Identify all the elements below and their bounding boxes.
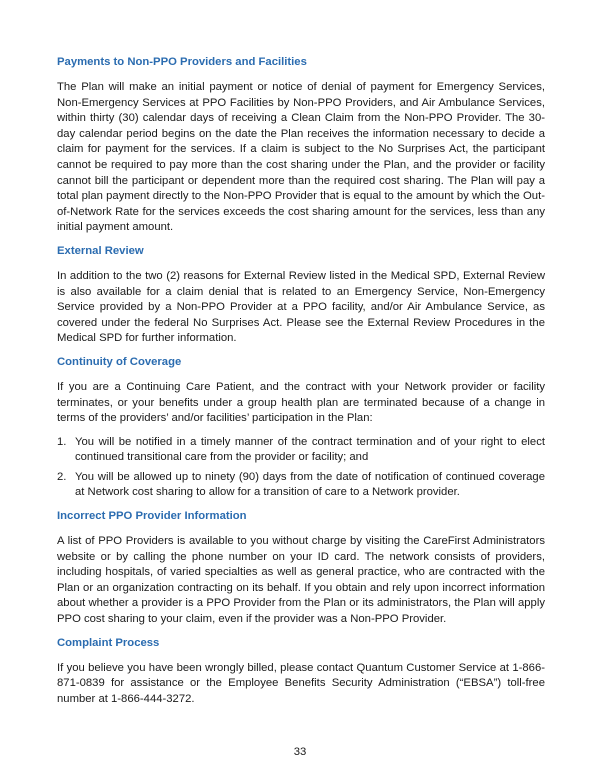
section-paragraph: A list of PPO Providers is available to you without charge by visiting the CareFirst Administrators website or by calling the phone number on your ID card. The network consists of providers, including hospitals, of varied specialties as well as general practice, who are contracted with the Plan or an organization contracting on its behalf. If you obtain and rely upon incorrect information about whether a provider is a PPO Provider from the Plan or its administrators, the Plan will apply PPO cost sharing to your claim, even if the provider was a Non-PPO Provider. xyxy=(57,535,545,626)
section-paragraph: If you are a Continuing Care Patient, and the contract with your Network provider or facility terminates, or your benefits under a group health plan are terminated because of a change in terms of the providers’ and/or facilities’ participation in the Plan: xyxy=(57,380,545,425)
list-item-text: You will be notified in a timely manner of the contract termination and of your right to elect continued transitional care from the provider or facility; and xyxy=(75,435,545,464)
section-external-review xyxy=(57,244,545,347)
list-item-text: You will be allowed up to ninety (90) days from the date of notification of continued coverage at Network cost sharing to allow for a transition of care to a Network provider. xyxy=(75,470,545,499)
section-paragraph: The Plan will make an initial payment or notice of denial of payment for Emergency Services, Non-Emergency Services at PPO Facilities by Non-PPO Providers, and Air Ambulance Services, within thirty (30) calendar days of receiving a Clean Claim from the Non-PPO Provider. The 30-day calendar period begins on the date the Plan receives the information necessary to decide a claim for payment for the services. If a claim is subject to the No Surprises Act, the participant cannot be required to pay more than the cost sharing under the Plan, and the provider or facility cannot bill the participant or dependent more than the required cost sharing. The Plan will pay a total plan payment directly to the Non-PPO Provider that is equal to the amount by which the Out-of-Network Rate for the services exceeds the cost sharing amount for the services, less than any initial payment amount. xyxy=(57,81,545,234)
section-paragraph: In addition to the two (2) reasons for External Review listed in the Medical SPD, External Review is also available for a claim denial that is related to an Emergency Service, Non-Emergency Service provided by a Non-PPO Provider at a PPO facility, and/or Air Ambulance Service, as covered under the federal No Surprises Act. Please see the External Review Procedures in the Medical SPD for further information. xyxy=(57,269,545,345)
list-item xyxy=(57,435,545,466)
numbered-list xyxy=(57,435,545,501)
section-payments-non-ppo xyxy=(57,55,545,236)
section-continuity-of-coverage xyxy=(57,355,545,501)
section-heading: Incorrect PPO Provider Information xyxy=(57,510,247,523)
section-complaint-process xyxy=(57,636,545,708)
section-incorrect-ppo-info xyxy=(57,509,545,628)
page-number: 33 xyxy=(293,746,307,758)
list-item xyxy=(57,470,545,501)
page-content xyxy=(57,55,545,715)
section-heading: External Review xyxy=(57,244,144,257)
list-item-number: 1. xyxy=(57,435,67,448)
section-heading: Complaint Process xyxy=(57,636,160,649)
list-item-number: 2. xyxy=(57,470,67,483)
section-paragraph: If you believe you have been wrongly billed, please contact Quantum Customer Service at 1-866-871-0839 for assistance or the Employee Benefits Security Administration (“EBSA”) toll-free number at 1-866-444-3272. xyxy=(57,661,545,705)
section-heading: Continuity of Coverage xyxy=(57,355,182,368)
section-heading: Payments to Non-PPO Providers and Facilities xyxy=(57,56,307,68)
